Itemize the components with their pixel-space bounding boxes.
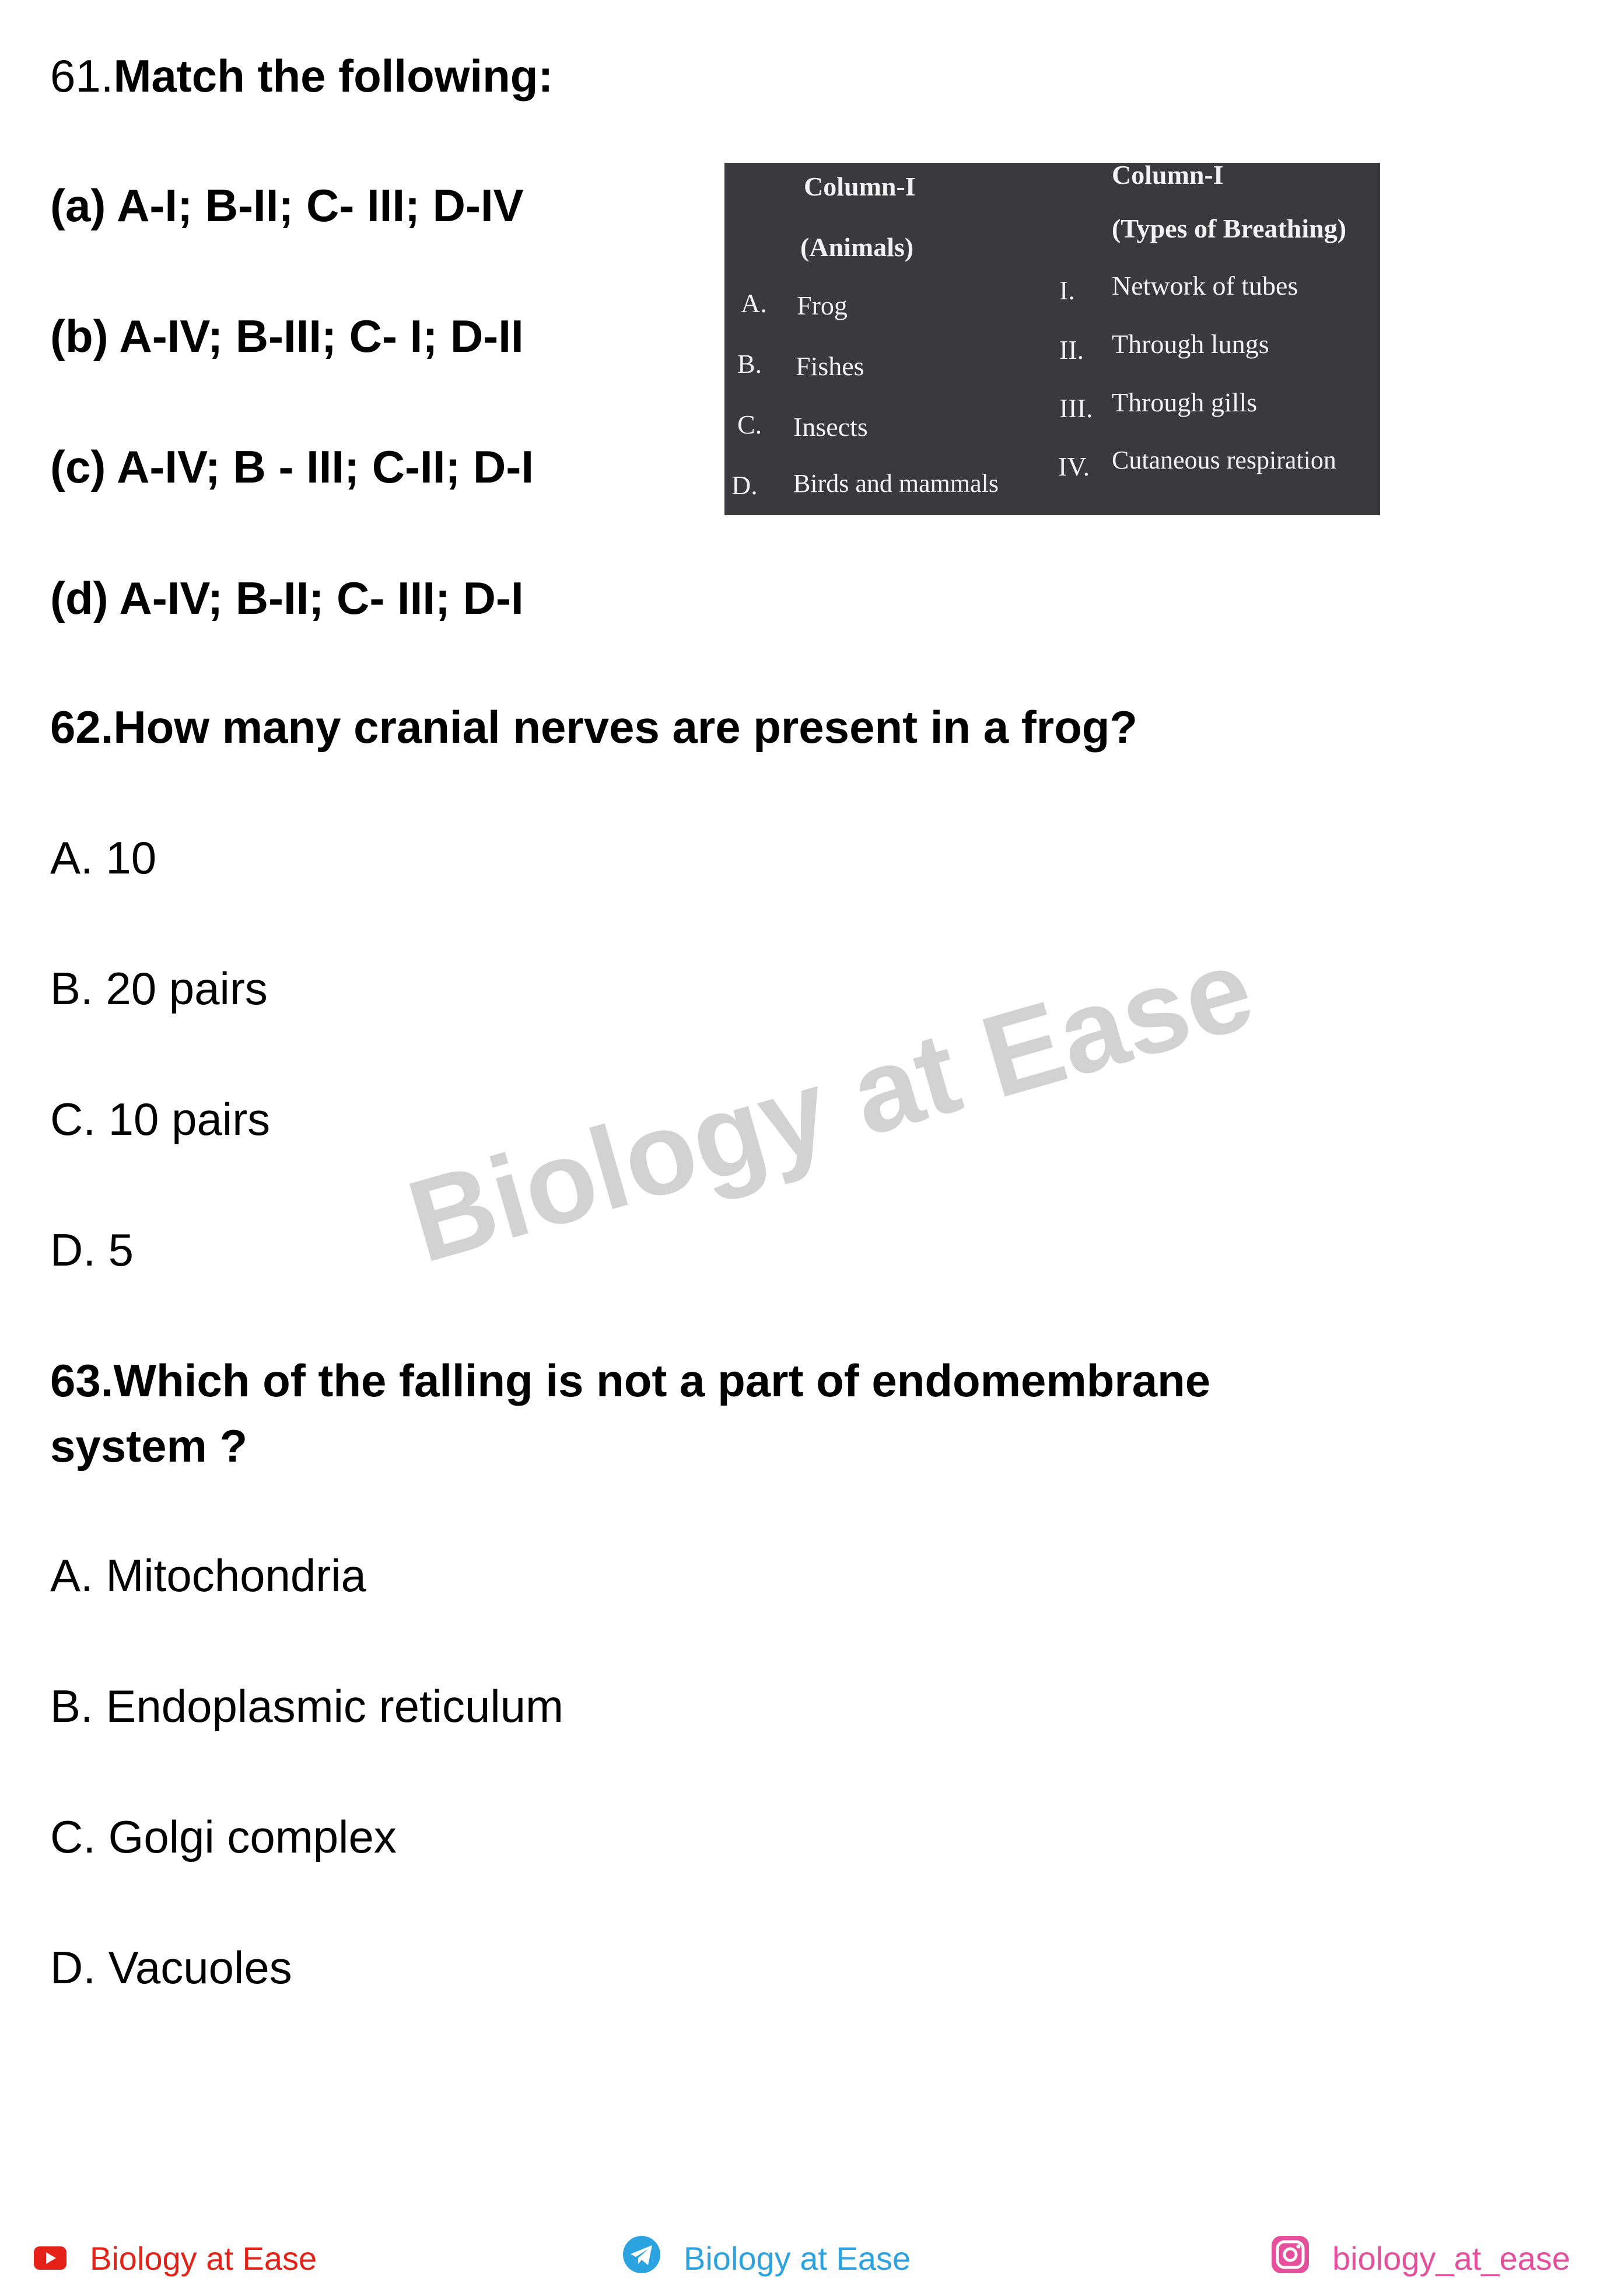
q62-option-a: A. 10 [50,832,157,883]
watermark: Biology at Ease [395,922,1266,1288]
row-iv-breathing: Cutaneous respiration [1112,446,1336,474]
footer-telegram-label: Biology at Ease [684,2239,911,2277]
footer-instagram-label: biology_at_ease [1332,2239,1570,2277]
col2-subheader: (Types of Breathing) [1112,214,1347,243]
match-table-image [724,163,1380,515]
q63-option-d: D. Vacuoles [50,1942,292,1993]
q62-option-b: B. 20 pairs [50,963,268,1014]
footer-telegram-link[interactable] [623,2235,911,2281]
youtube-icon [34,2239,66,2277]
q61-option-b: (b) A-IV; B-III; C- I; D-II [50,310,524,362]
row-iv-key: IV. [1058,452,1090,481]
q61-option-a: (a) A-I; B-II; C- III; D-IV [50,180,524,231]
footer-youtube-label: Biology at Ease [90,2239,317,2277]
q61-option-d: (d) A-IV; B-II; C- III; D-I [50,572,524,624]
row-d-key: D. [731,470,758,500]
q62-question: 62.How many cranial nerves are present in a frog? [50,701,1138,753]
q62-option-c: C. 10 pairs [50,1093,271,1145]
row-b-key: B. [737,349,762,379]
row-ii-breathing: Through lungs [1112,329,1269,359]
footer-instagram-link[interactable] [1272,2235,1570,2281]
q63-option-b: B. Endoplasmic reticulum [50,1680,564,1732]
q61-option-c: (c) A-IV; B - III; C-II; D-I [50,441,534,492]
q63-option-c: C. Golgi complex [50,1811,397,1862]
q61-heading [50,47,553,105]
row-d-animal: Birds and mammals [793,469,999,498]
row-b-animal: Fishes [796,351,864,381]
q61-number: 61. [50,50,114,102]
q62-option-d: D. 5 [50,1224,134,1275]
row-a-key: A. [741,288,767,318]
footer-youtube-link[interactable] [34,2235,317,2281]
q63-question: 63.Which of the falling is not a part of endomembrane system ? [50,1355,1211,1472]
row-a-animal: Frog [797,291,848,320]
col1-header: Column-I [804,172,916,201]
col1-subheader: (Animals) [800,232,914,262]
col2-header: Column-I [1112,163,1224,190]
telegram-icon [623,2236,660,2281]
row-ii-key: II. [1059,335,1084,365]
row-i-breathing: Network of tubes [1112,271,1298,300]
instagram-icon [1272,2236,1309,2281]
row-i-key: I. [1059,275,1075,305]
q61-title: Match the following: [113,50,554,102]
row-c-animal: Insects [793,412,868,442]
q63-option-a: A. Mitochondria [50,1550,366,1601]
row-iii-key: III. [1059,393,1093,423]
row-iii-breathing: Through gills [1112,387,1258,417]
row-c-key: C. [737,410,762,439]
